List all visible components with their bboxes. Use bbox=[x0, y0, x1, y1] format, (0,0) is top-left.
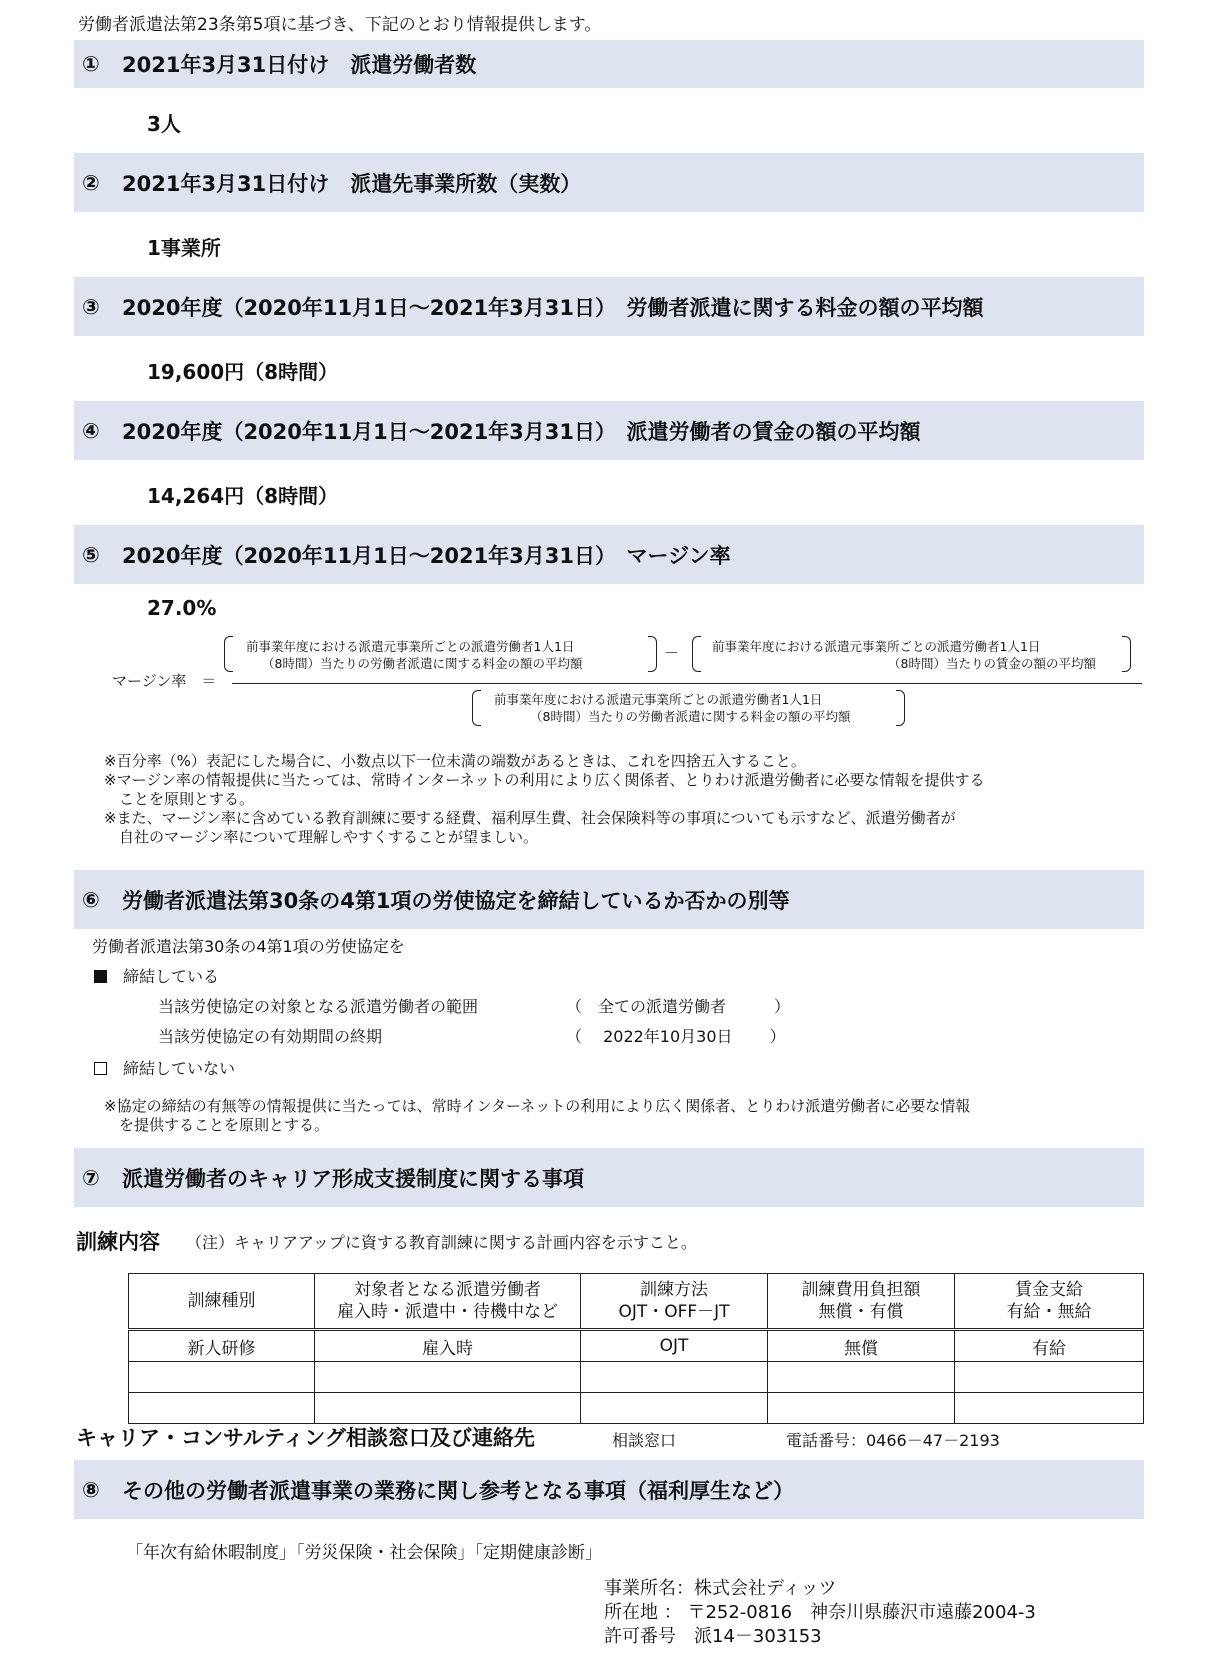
not-concluded-option bbox=[94, 1056, 235, 1079]
column-header: 対象者となる派遣労働者 雇入時・派遣中・待機中など bbox=[315, 1274, 581, 1330]
bracket-right bbox=[896, 690, 905, 726]
term-value: （ 2022年10月30日 ） bbox=[566, 1027, 786, 1046]
margin-note-2: ※マージン率の情報提供に当たっては、常時インターネットの利用により広く関係者、とりわけ派遣労働者に必要な情報を提供する bbox=[104, 771, 985, 789]
margin-rate: 27.0% bbox=[147, 596, 217, 620]
license-number: 許可番号 派14－303153 bbox=[604, 1626, 822, 1647]
table-cell bbox=[315, 1362, 581, 1393]
minus-sign: － bbox=[664, 644, 680, 662]
bracket-right bbox=[648, 636, 657, 672]
bracket-left bbox=[224, 636, 233, 672]
section-number: ⑤ bbox=[82, 542, 100, 567]
table-row bbox=[129, 1393, 1144, 1424]
table-header-row bbox=[129, 1274, 1144, 1330]
section-number: ⑧ bbox=[82, 1477, 100, 1502]
section-4-header bbox=[74, 401, 1144, 460]
section-title: 2020年度（2020年11月1日～2021年3月31日） 派遣労働者の賃金の額の平均額 bbox=[122, 419, 921, 444]
margin-note-1: ※百分率（%）表記にした場合に、小数点以下一位未満の端数があるときは、これを四捨五入すること。 bbox=[104, 752, 806, 770]
table-cell bbox=[129, 1362, 315, 1393]
section-number: ③ bbox=[82, 294, 100, 319]
section-1-header bbox=[74, 40, 1144, 88]
table-cell bbox=[581, 1393, 768, 1424]
agreement-intro: 労働者派遣法第30条の4第1項の労使協定を bbox=[92, 937, 405, 956]
wage-line-1: 前事業年度における派遣元事業所ごとの派遣労働者1人1日 bbox=[712, 639, 1041, 654]
company-name: 事業所名：株式会社ディッツ bbox=[604, 1578, 837, 1599]
bracket-right bbox=[1122, 636, 1131, 672]
section-number: ⑦ bbox=[82, 1165, 100, 1190]
unchecked-box-icon bbox=[94, 1062, 107, 1075]
denominator-line-1: 前事業年度における派遣元事業所ごとの派遣労働者1人1日 bbox=[494, 692, 823, 707]
section-title: 労働者派遣法第30条の4第1項の労使協定を締結しているか否かの別等 bbox=[122, 888, 790, 913]
section-title: その他の労働者派遣事業の業務に関し参考となる事項（福利厚生など） bbox=[122, 1478, 794, 1503]
table-cell bbox=[315, 1393, 581, 1424]
denominator-line-2: （8時間）当たりの労働者派遣に関する料金の額の平均額 bbox=[530, 709, 851, 724]
table-cell bbox=[129, 1393, 315, 1424]
checked-box-icon bbox=[94, 970, 107, 983]
column-header: 訓練方法 OJT・OFF－JT bbox=[581, 1274, 768, 1330]
table-cell: 有給 bbox=[955, 1330, 1144, 1362]
section-title: 2021年3月31日付け 派遣労働者数 bbox=[122, 53, 477, 77]
column-header: 訓練費用負担額 無償・有償 bbox=[768, 1274, 955, 1330]
table-cell bbox=[768, 1362, 955, 1393]
table-cell bbox=[955, 1362, 1144, 1393]
table-cell bbox=[768, 1393, 955, 1424]
section-title: 2020年度（2020年11月1日～2021年3月31日） 労働者派遣に関する料金の額の平均額 bbox=[122, 295, 984, 320]
section-number: ④ bbox=[82, 418, 100, 443]
wage-line-2: （8時間）当たりの賃金の額の平均額 bbox=[888, 656, 1096, 671]
concluded-option bbox=[94, 964, 219, 987]
section-5-header bbox=[74, 525, 1144, 584]
section-6-header bbox=[74, 870, 1144, 929]
client-offices-count: 1事業所 bbox=[147, 236, 221, 260]
margin-note-3: ことを原則とする。 bbox=[104, 790, 255, 808]
table-row bbox=[129, 1330, 1144, 1362]
table-cell bbox=[955, 1393, 1144, 1424]
table-cell: 雇入時 bbox=[315, 1330, 581, 1362]
bracket-left bbox=[692, 636, 701, 672]
bracket-left bbox=[472, 690, 481, 726]
table-row bbox=[129, 1362, 1144, 1393]
table-cell bbox=[581, 1362, 768, 1393]
section-number: ② bbox=[82, 170, 100, 195]
intro-text: 労働者派遣法第23条第5項に基づき、下記のとおり情報提供します。 bbox=[78, 15, 602, 35]
training-note: （注）キャリアアップに資する教育訓練に関する計画内容を示すこと。 bbox=[186, 1233, 697, 1252]
company-address: 所在地 ： 〒252-0816 神奈川県藤沢市遠藤2004-3 bbox=[604, 1602, 1036, 1623]
consulting-label: 相談窓口 bbox=[612, 1431, 677, 1450]
training-table bbox=[128, 1273, 1144, 1424]
column-header: 訓練種別 bbox=[129, 1274, 315, 1330]
fraction-line bbox=[232, 683, 1142, 684]
section-3-header bbox=[74, 277, 1144, 336]
scope-label: 当該労使協定の対象となる派遣労働者の範囲 bbox=[158, 997, 479, 1016]
section-7-header bbox=[74, 1148, 1144, 1207]
table-cell: 無償 bbox=[768, 1330, 955, 1362]
section-title: 派遣労働者のキャリア形成支援制度に関する事項 bbox=[122, 1166, 584, 1191]
dispatched-workers-count: 3人 bbox=[147, 112, 181, 136]
margin-note-5: 自社のマージン率について理解しやすくすることが望ましい。 bbox=[104, 828, 539, 846]
agreement-note-1: ※協定の締結の有無等の情報提供に当たっては、常時インターネットの利用により広く関係者、とりわけ派遣労働者に必要な情報 bbox=[104, 1097, 971, 1115]
not-concluded-label: 締結していない bbox=[123, 1059, 236, 1078]
benefits-list: 「年次有給休暇制度」「労災保険・社会保険」「定期健康診断」 bbox=[126, 1543, 602, 1563]
phone-number: 電話番号：0466－47－2193 bbox=[786, 1431, 1000, 1450]
column-header: 賃金支給 有給・無給 bbox=[955, 1274, 1144, 1330]
section-title: 2020年度（2020年11月1日～2021年3月31日） マージン率 bbox=[122, 543, 731, 568]
table-cell: OJT bbox=[581, 1330, 768, 1362]
fee-line-1: 前事業年度における派遣元事業所ごとの派遣労働者1人1日 bbox=[246, 639, 575, 654]
training-heading: 訓練内容 bbox=[76, 1230, 160, 1254]
consulting-heading: キャリア・コンサルティング相談窓口及び連絡先 bbox=[76, 1426, 535, 1450]
scope-value: （ 全ての派遣労働者 ） bbox=[566, 997, 791, 1016]
formula-label: マージン率 ＝ bbox=[112, 672, 217, 690]
section-8-header bbox=[74, 1460, 1144, 1519]
section-2-header bbox=[74, 153, 1144, 212]
section-title: 2021年3月31日付け 派遣先事業所数（実数） bbox=[122, 171, 582, 196]
term-label: 当該労使協定の有効期間の終期 bbox=[158, 1027, 383, 1046]
margin-note-4: ※また、マージン率に含めている教育訓練に要する経費、福利厚生費、社会保険料等の事項についても示すなど、派遣労働者が bbox=[104, 809, 956, 827]
concluded-label: 締結している bbox=[123, 967, 220, 986]
fee-line-2: （8時間）当たりの労働者派遣に関する料金の額の平均額 bbox=[262, 656, 583, 671]
average-wage: 14,264円（8時間） bbox=[147, 484, 339, 508]
section-number: ⑥ bbox=[82, 887, 100, 912]
section-number: ① bbox=[82, 52, 100, 76]
table-cell: 新人研修 bbox=[129, 1330, 315, 1362]
average-fee: 19,600円（8時間） bbox=[147, 360, 339, 384]
agreement-note-2: を提供することを原則とする。 bbox=[104, 1116, 330, 1134]
